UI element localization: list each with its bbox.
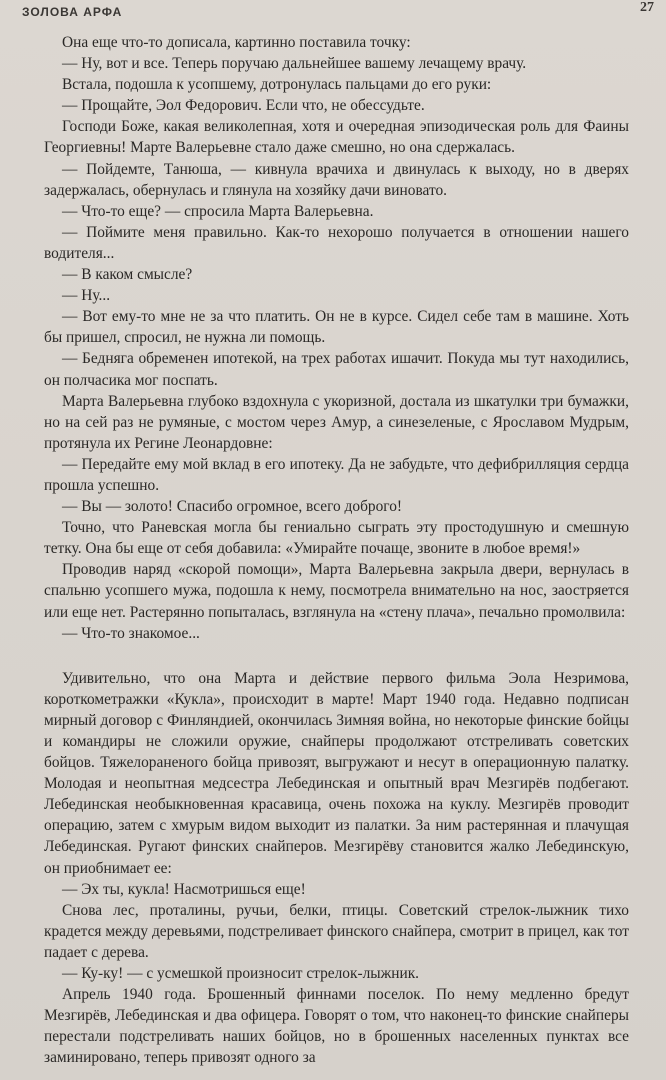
paragraph: Проводив наряд «скорой помощи», Марта Валерьевна закрыла двери, вернулась в спальню усопшего мужа, подошла к нему, посмотрела внимательно на нос, заостряется или еще нет. Растерянно попыталась, взглянула на «стену плача», печально промолвила: xyxy=(44,561,629,621)
paragraph: — Прощайте, Эол Федорович. Если что, не обессудьте. xyxy=(62,97,425,115)
paragraph: Удивительно, что она Марта и действие первого фильма Эола Незримова, короткометражки «Кукла», происходит в марте! Март 1940 года. Недавно подписан мирный договор с Финляндией, окончилась Зимняя война, но некоторые финские бойцы и командиры не сложили оружие, снайперы продолжают отстреливать советских бойцов. Тяжелораненого бойца привозят, выгружают и несут в операционную палатку. Молодая и неопытная медсестра Лебединская и опытный врач Мезгирёв подбегают. Лебединская необыкновенная красавица, очень похожа на куклу. Мезгирёв проводит операцию, затем с хмурым видом выходит из палатки. За ним растерянная и плачущая Лебединская. Ругают финских снайперов. Мезгирёву становится жалко Лебединскую, он приобнимает ее: xyxy=(44,669,629,877)
paragraph: — Ку-ку! — с усмешкой произносит стрелок-лыжник. xyxy=(62,965,420,983)
paragraph: — Ну, вот и все. Теперь поручаю дальнейшее вашему лечащему врачу. xyxy=(62,55,527,73)
paragraph: — Пойдемте, Танюша, — кивнула врачиха и двинулась к выходу, но в дверях задержалась, обернулась и глянула на хозяйку дачи виновато. xyxy=(44,160,629,199)
paragraph: — Вот ему-то мне не за что платить. Он не в курсе. Сидел себе там в машине. Хоть бы пришел, спросил, не нужна ли помощь. xyxy=(44,308,629,347)
paragraph: — Эх ты, кукла! Насмотришься еще! xyxy=(62,880,306,898)
paragraph: — Бедняга обременен ипотекой, на трех работах ишачит. Покуда мы тут находились, он полчасика мог поспать. xyxy=(44,350,629,389)
paragraph: Точно, что Раневская могла бы гениально сыграть эту простодушную и смешную тетку. Она бы еще от себя добавила: «Умирайте почаще, звоните в любое время!» xyxy=(44,519,629,558)
paragraph: — Что-то еще? — спросила Марта Валерьевна. xyxy=(62,202,374,220)
paragraph: Встала, подошла к усопшему, дотронулась пальцами до его руки: xyxy=(62,76,492,94)
paragraph: — Что-то знакомое... xyxy=(62,624,200,642)
paragraph: — Поймите меня правильно. Как-то нехорошо получается в отношении нашего водителя... xyxy=(44,223,629,262)
paragraph: Апрель 1940 года. Брошенный финнами поселок. По нему медленно бредут Мезгирёв, Лебединская и два офицера. Говорят о том, что наконец-то финские снайперы перестали подстреливать наших бойцов, но в брошенных населенных пунктах все заминировано, теперь привозят одного за xyxy=(44,986,629,1067)
paragraph: — В каком смысле? xyxy=(62,266,193,284)
paragraph: — Вы — золото! Спасибо огромное, всего доброго! xyxy=(62,498,403,516)
running-title: ЗОЛОВА АРФА xyxy=(22,5,123,19)
paragraph: Господи Боже, какая великолепная, хотя и очередная эпизодическая роль для Фаины Георгиевны! Марте Валерьевне стало даже смешно, но она сдержалась. xyxy=(44,118,629,157)
paragraph: Она еще что-то дописала, картинно поставила точку: xyxy=(62,34,411,51)
paragraph: Марта Валерьевна глубоко вздохнула с укоризной, достала из шкатулки три бумажки, но на сей раз не румяные, с мостом через Амур, а синезеленые, с Ярославом Мудрым, протянула их Регине Леонардовне: xyxy=(44,392,629,452)
paragraph: — Ну... xyxy=(62,287,111,305)
body-text xyxy=(44,32,629,1069)
paragraph: Снова лес, проталины, ручьи, белки, птицы. Советский стрелок-лыжник тихо крадется между деревьями, подстреливает финского снайпера, смотрит в прицел, как тот падает с дерева. xyxy=(44,901,629,961)
paragraph: — Передайте ему мой вклад в его ипотеку. Да не забудьте, что дефибрилляция сердца прошла успешно. xyxy=(44,455,629,494)
page-number: 27 xyxy=(640,0,654,15)
